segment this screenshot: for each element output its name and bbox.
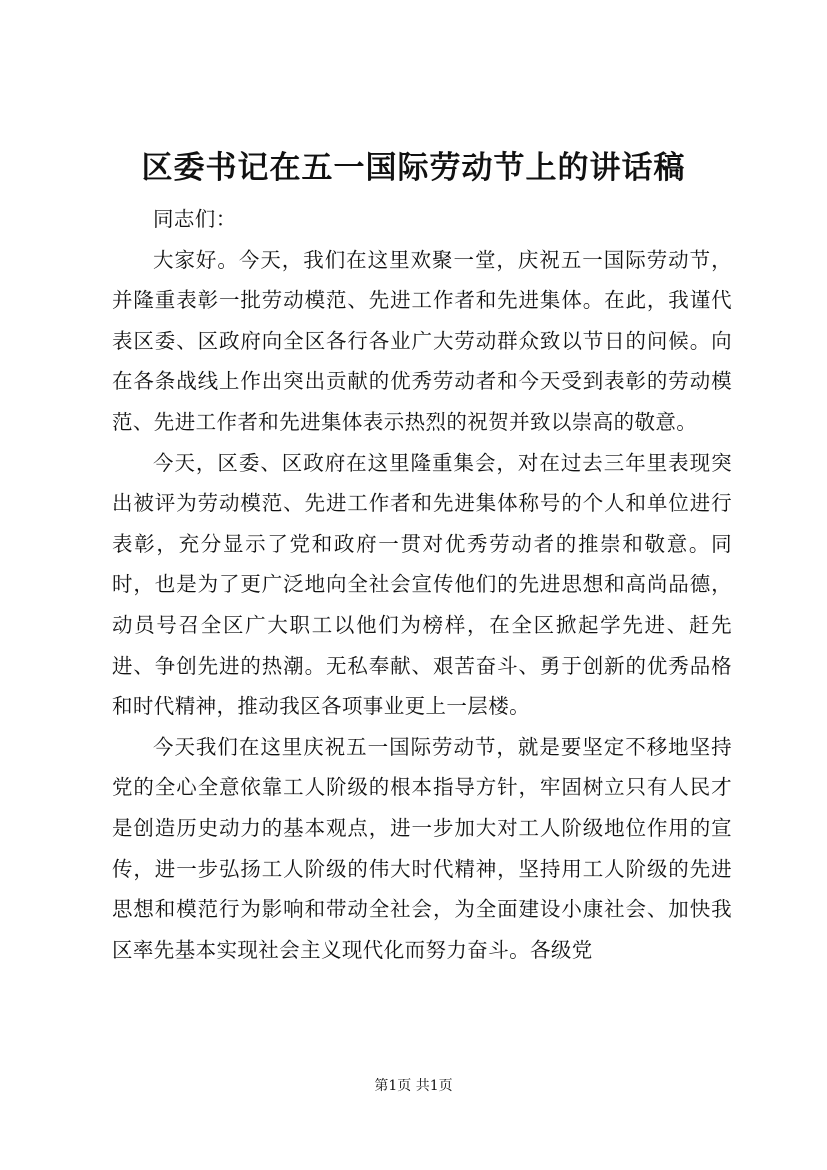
greeting: 同志们： (153, 207, 237, 231)
document-title: 区委书记在五一国际劳动节上的讲话稿 (141, 150, 686, 186)
paragraph-1: 大家好。今天，我们在这里欢聚一堂，庆祝五一国际劳动节，并隆重表彰一批劳动模范、先进工作者和先进集体。在此，我谨代表区委、区政府向全区各行各业广大劳动群众致以节日的问候。向在各条战线上作出突出贡献的优秀劳动者和今天受到表彰的劳动模范、先进工作者和先进集体表示热烈的祝贺并致以崇高的敬意。 (112, 247, 732, 434)
paragraph-3: 今天我们在这里庆祝五一国际劳动节，就是要坚定不移地坚持党的全心全意依靠工人阶级的根本指导方针，牢固树立只有人民才是创造历史动力的基本观点，进一步加大对工人阶级地位作用的宣传，进一步弘扬工人阶级的伟大时代精神，坚持用工人阶级的先进思想和模范行为影响和带动全社会，为全面建设小康社会、加快我区率先基本实现社会主义现代化而努力奋斗。各级党 (112, 734, 732, 962)
page-footer: 第1页 共1页 (374, 1078, 453, 1094)
paragraph-2: 今天，区委、区政府在这里隆重集会，对在过去三年里表现突出被评为劳动模范、先进工作者和先进集体称号的个人和单位进行表彰，充分显示了党和政府一贯对优秀劳动者的推崇和敬意。同时，也是为了更广泛地向全社会宣传他们的先进思想和高尚品德，动员号召全区广大职工以他们为榜样，在全区掀起学先进、赶先进、争创先进的热潮。无私奉献、艰苦奋斗、勇于创新的优秀品格和时代精神，推动我区各项事业更上一层楼。 (112, 450, 732, 719)
document-body (112, 199, 732, 970)
